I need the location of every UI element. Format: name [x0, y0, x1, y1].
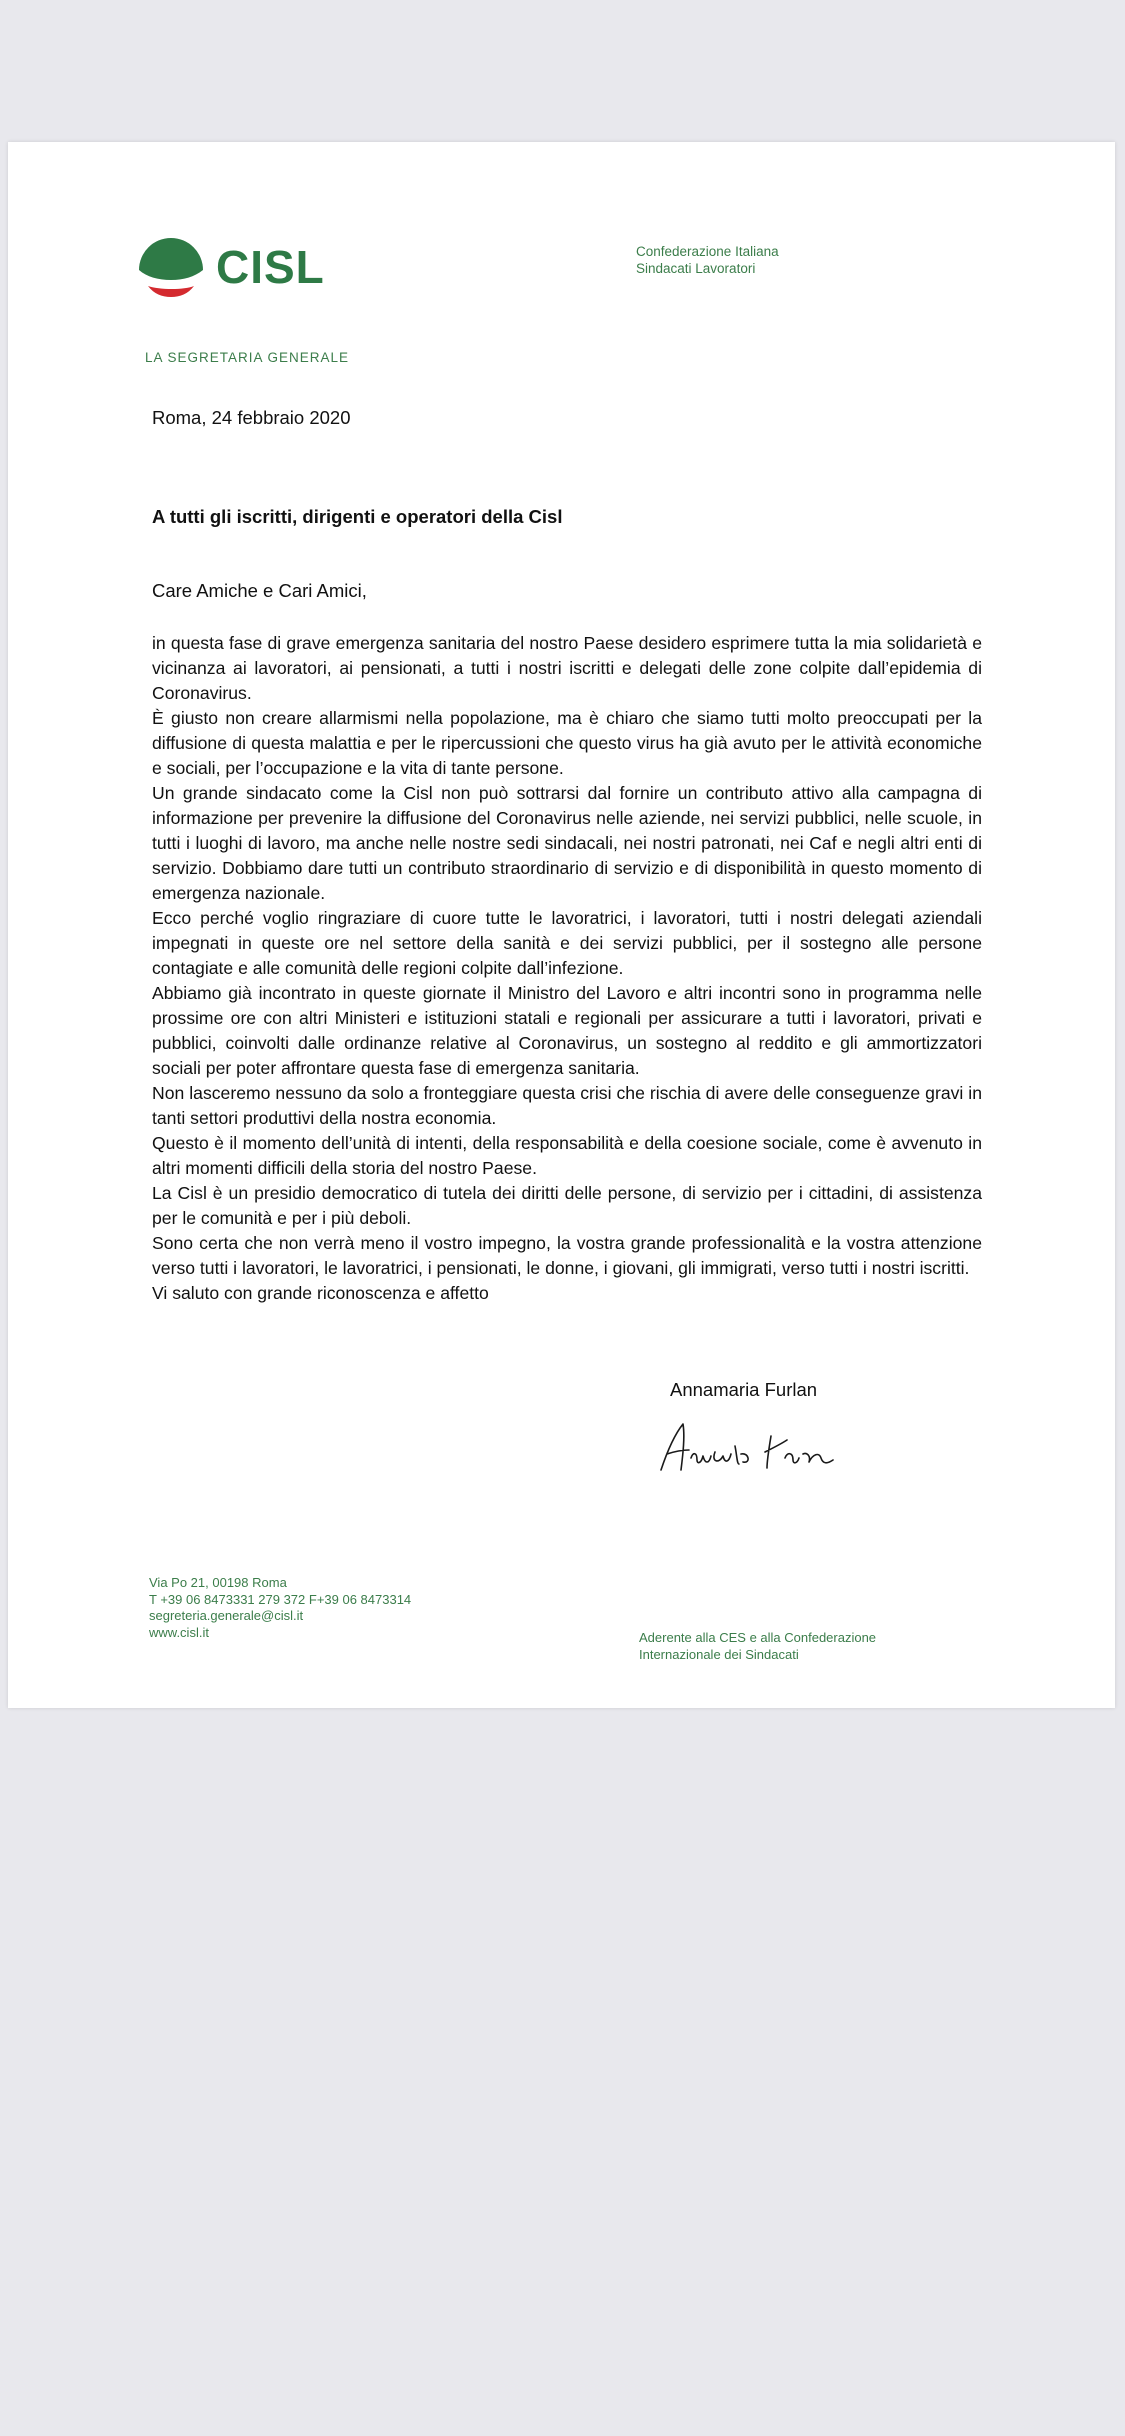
- footer-affiliation: [639, 1630, 876, 1663]
- affiliation-line-2: Internazionale dei Sindacati: [639, 1646, 799, 1662]
- paragraph: Ecco perché voglio ringraziare di cuore tutte le lavoratrici, i lavoratori, tutti i nostri delegati aziendali impegnati in queste ore nel settore della sanità e dei servizi pubblici, per il sostegno alle persone contagiate e alle comunità delle regioni colpite dall’infezione.: [152, 908, 982, 978]
- signer-name: Annamaria Furlan: [670, 1379, 818, 1400]
- paragraph: Questo è il momento dell’unità di intenti, della responsabilità e della coesione sociale, come è avvenuto in altri momenti difficili della storia del nostro Paese.: [152, 1133, 982, 1178]
- footer-contacts: [149, 1575, 411, 1641]
- paragraph: Non lasceremo nessuno da solo a fronteggiare questa crisi che rischia di avere delle conseguenze gravi in tanti settori produttivi della nostra economia.: [152, 1083, 982, 1128]
- handwritten-signature: [653, 1412, 853, 1482]
- letter-page: [8, 142, 1115, 1708]
- closing-line: Vi saluto con grande riconoscenza e affetto: [152, 1283, 489, 1303]
- letter-body: [152, 631, 982, 1306]
- paragraph: in questa fase di grave emergenza sanitaria del nostro Paese desidero esprimere tutta la mia solidarietà e vicinanza ai lavoratori, ai pensionati, a tutti i nostri iscritti e delegati delle zone colpite dall’epidemia di Coronavirus.: [152, 633, 982, 703]
- letter-recipients: A tutti gli iscritti, dirigenti e operatori della Cisl: [152, 506, 563, 527]
- letter-date: Roma, 24 febbraio 2020: [152, 407, 351, 428]
- paragraph: La Cisl è un presidio democratico di tutela dei diritti delle persone, di servizio per i cittadini, di assistenza per le comunità e per i più deboli.: [152, 1183, 982, 1228]
- paragraph: Sono certa che non verrà meno il vostro impegno, la vostra grande professionalità e la vostra attenzione verso tutti i lavoratori, le lavoratrici, i pensionati, le donne, i giovani, gli immigrati, verso tutti i nostri iscritti.: [152, 1233, 982, 1278]
- address: Via Po 21, 00198 Roma: [149, 1575, 287, 1590]
- affiliation-line-1: Aderente alla CES e alla Confederazione: [639, 1630, 877, 1645]
- cisl-emblem-icon: [136, 234, 206, 306]
- office-title: LA SEGRETARIA GENERALE: [145, 350, 350, 365]
- website: www.cisl.it: [149, 1624, 209, 1640]
- org-line-2: Sindacati Lavoratori: [636, 261, 756, 276]
- paragraph: È giusto non creare allarmismi nella popolazione, ma è chiaro che siamo tutti molto preoccupati per la diffusione di questa malattia e per le ripercussioni che questo virus ha già avuto per le attività economiche e sociali, per l’occupazione e la vita di tante persone.: [152, 708, 982, 778]
- paragraph: Abbiamo già incontrato in queste giornate il Ministro del Lavoro e altri incontri sono in programma nelle prossime ore con altri Ministeri e istituzioni statali e regionali per assicurare a tutti i lavoratori, privati e pubblici, coinvolti dalle ordinanze relative al Coronavirus, un sostegno al reddito e gli ammortizzatori sociali per poter affrontare questa fase di emergenza sanitaria.: [152, 983, 982, 1078]
- cisl-logo: [136, 234, 346, 306]
- phone-fax: T +39 06 8473331 279 372 F+39 06 8473314: [149, 1591, 412, 1607]
- logo-wordmark: CISL: [216, 241, 325, 293]
- org-line-1: Confederazione Italiana: [636, 244, 779, 259]
- paragraph: Un grande sindacato come la Cisl non può sottrarsi dal fornire un contributo attivo alla campagna di informazione per prevenire la diffusione del Coronavirus nelle aziende, nei servizi pubblici, nelle scuole, in tutti i luoghi di lavoro, ma anche nelle nostre sedi sindacali, nei nostri patronati, nei Caf e negli altri enti di servizio. Dobbiamo dare tutti un contributo straordinario di servizio e di disponibilità in questo momento di emergenza nazionale.: [152, 783, 982, 903]
- email: segreteria.generale@cisl.it: [149, 1608, 304, 1623]
- letter-greeting: Care Amiche e Cari Amici,: [152, 580, 367, 601]
- org-name: [636, 243, 779, 277]
